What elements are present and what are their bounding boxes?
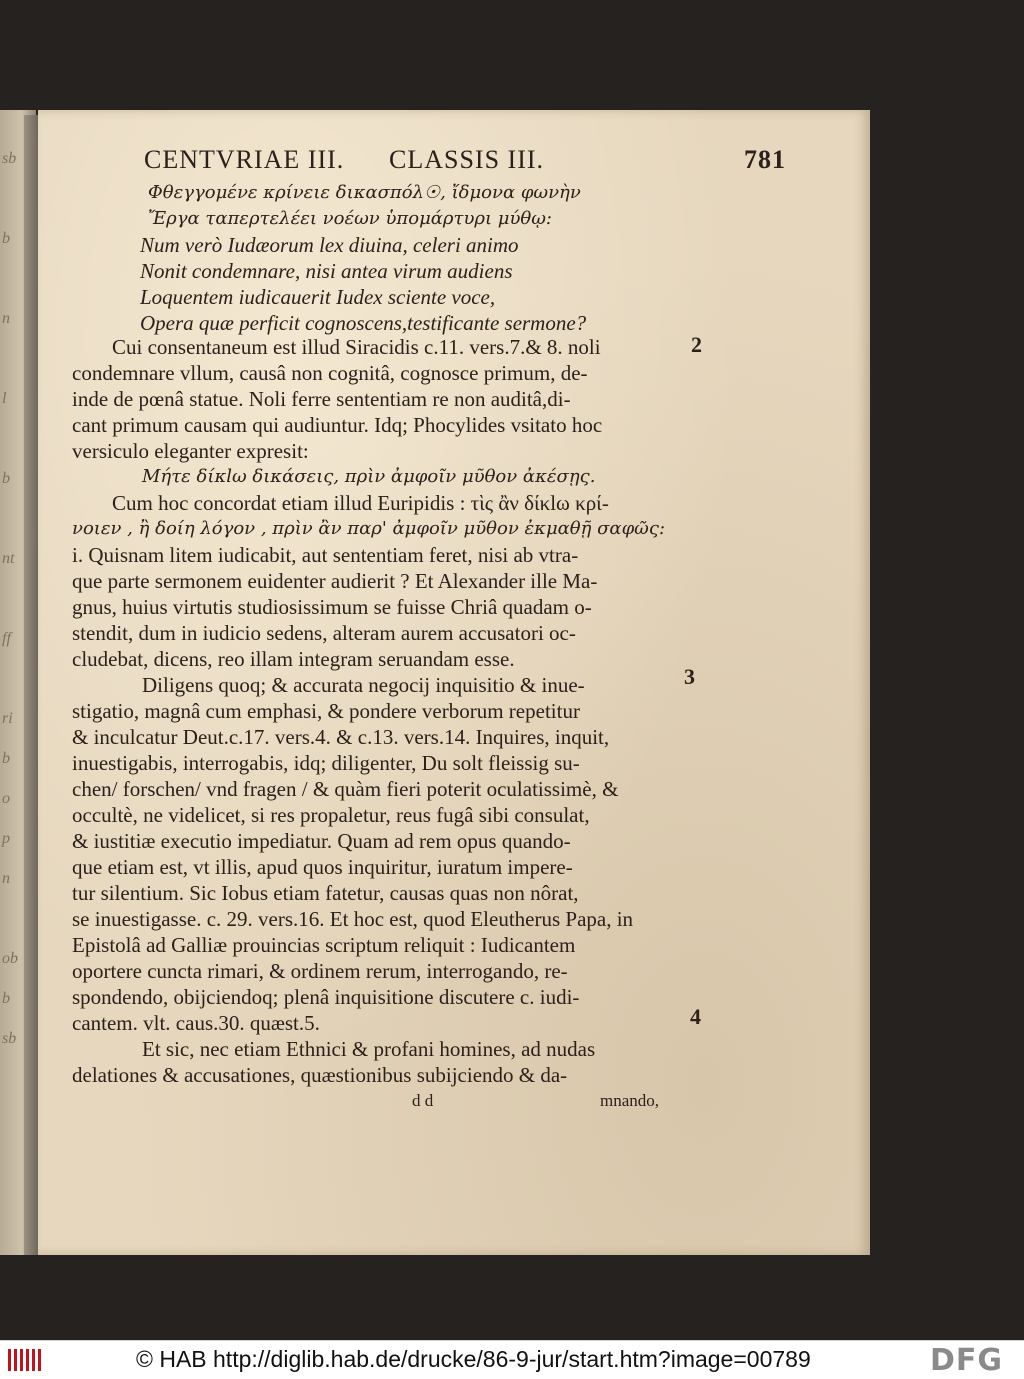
text-line: Μήτε δίκlω δικάσεις, πρὶν ἀμφοῖν μῦθον ἀκέσῃς. <box>142 466 596 487</box>
left-fragment: ri <box>2 710 13 727</box>
margin-number: 3 <box>684 664 695 689</box>
text-line: Loquentem iudicauerit Iudex sciente voce, <box>140 285 496 309</box>
text-line: gnus, huius virtutis studiosissimum se fuisse Chriâ quadam o- <box>72 595 592 619</box>
margin-number: 2 <box>691 332 702 357</box>
text-line: stigatio, magnâ cum emphasi, & pondere verborum repetitur <box>72 699 580 723</box>
text-line: νοιεν , ἢ δοίη λόγον , πρὶν ἂν παρ' ἀμφοῖν μῦθον ἐκμαθῇ σαφῶς: <box>72 518 666 539</box>
library-logo-icon <box>8 1345 48 1375</box>
text-line: Nonit condemnare, nisi antea virum audiens <box>140 259 513 283</box>
text-line: i. Quisnam litem iudicabit, aut sententiam feret, nisi ab vtra- <box>72 543 579 567</box>
left-fragment: n <box>2 310 10 327</box>
text-line: cludebat, dicens, reo illam integram seruandam esse. <box>72 647 515 671</box>
text-line: que parte sermonem euidenter audierit ? Et Alexander ille Ma- <box>72 569 598 593</box>
page-number: 781 <box>744 145 786 174</box>
text-line: & iustitiæ executio impediatur. Quam ad rem opus quando- <box>72 829 571 853</box>
left-fragment: p <box>2 830 10 847</box>
left-fragment: n <box>2 870 10 887</box>
text-line: Et sic, nec etiam Ethnici & profani homines, ad nudas <box>142 1037 596 1061</box>
text-line: inuestigabis, interrogabis, idq; diligenter, Du solt fleissig su- <box>72 751 580 775</box>
text-line: Cum hoc concordat etiam illud Euripidis : τὶς ἂν δίκlω κρί- <box>112 491 609 515</box>
page-gutter <box>24 115 38 1255</box>
text-line: Num verò Iudæorum lex diuina, celeri animo <box>140 233 519 257</box>
book-page <box>38 110 870 1255</box>
text-line: occultè, ne videlicet, si res propaletur, reus fugâ sibi consulat, <box>72 803 590 827</box>
left-fragment: ob <box>2 950 18 967</box>
text-line: delationes & accusationes, quæstionibus subijciendo & da- <box>72 1063 568 1087</box>
left-fragment: b <box>2 990 10 1007</box>
text-line: Epistolâ ad Galliæ prouincias scriptum reliquit : Iudicantem <box>72 933 576 957</box>
text-line: spondendo, obijciendoq; plenâ inquisitione discutere c. iudi- <box>72 985 580 1009</box>
margin-number: 4 <box>690 1004 701 1029</box>
text-line: & inculcatur Deut.c.17. vers.4. & c.13. vers.14. Inquires, inquit, <box>72 725 610 749</box>
text-line: se inuestigasse. c. 29. vers.16. Et hoc est, quod Eleutherus Papa, in <box>72 907 634 931</box>
left-fragment: b <box>2 470 10 487</box>
text-line: versiculo eleganter expresit: <box>72 439 309 463</box>
left-fragment: b <box>2 750 10 767</box>
header-right: CLASSIS III. <box>389 145 545 174</box>
text-line: Cui consentaneum est illud Siracidis c.11. vers.7.& 8. noli <box>112 335 601 359</box>
text-line: condemnare vllum, causâ non cognitâ, cognosce primum, de- <box>72 361 588 385</box>
left-fragment: nt <box>2 550 15 567</box>
text-line: que etiam est, vt illis, apud quos inquiritur, iuratum impere- <box>72 855 573 879</box>
header-left: CENTVRIAE III. <box>144 145 345 174</box>
catchword: mnando, <box>600 1091 660 1110</box>
text-line: cant primum causam qui audiuntur. Idq; Phocylides vsitato hoc <box>72 413 603 437</box>
text-line: cantem. vlt. caus.30. quæst.5. <box>72 1011 320 1035</box>
text-line: inde de pœnâ statue. Noli ferre sententiam re non auditâ,di- <box>72 387 571 411</box>
text-line: Φθεγγομένε κρίνειε δικασπόλ☉, ἴδμονα φωνὴν <box>148 182 581 203</box>
left-fragment: ff <box>2 630 11 647</box>
text-line: stendit, dum in iudicio sedens, alteram aurem accusatori oc- <box>72 621 576 645</box>
page-text <box>38 110 870 1255</box>
left-fragment: sb <box>2 150 17 167</box>
text-line: Opera quæ perficit cognoscens,testificante sermone? <box>140 311 587 335</box>
copyright-link[interactable]: © HAB http://diglib.hab.de/drucke/86-9-jur/start.htm?image=00789 <box>136 1346 811 1372</box>
left-fragment: l <box>2 390 7 407</box>
text-line: Ἔργα ταπερτελέει νοέων ὑπομάρτυρι μύθῳ: <box>148 208 552 229</box>
left-fragment: o <box>2 790 10 807</box>
text-line: Diligens quoq; & accurata negocij inquisitio & inue- <box>142 673 585 697</box>
text-line: chen/ forschen/ vnd fragen / & quàm fieri poterit oculatissimè, & <box>72 777 619 801</box>
dfg-logo: DFG <box>930 1343 1004 1378</box>
left-fragment: sb <box>2 1030 17 1047</box>
viewer-footer <box>0 1340 1024 1379</box>
text-line: oportere cuncta rimari, & ordinem rerum, interrogando, re- <box>72 959 568 983</box>
left-fragment: b <box>2 230 10 247</box>
text-line: tur silentium. Sic Iobus etiam fatetur, causas quas non nôrat, <box>72 881 579 905</box>
signature-mark: d d <box>412 1091 434 1110</box>
